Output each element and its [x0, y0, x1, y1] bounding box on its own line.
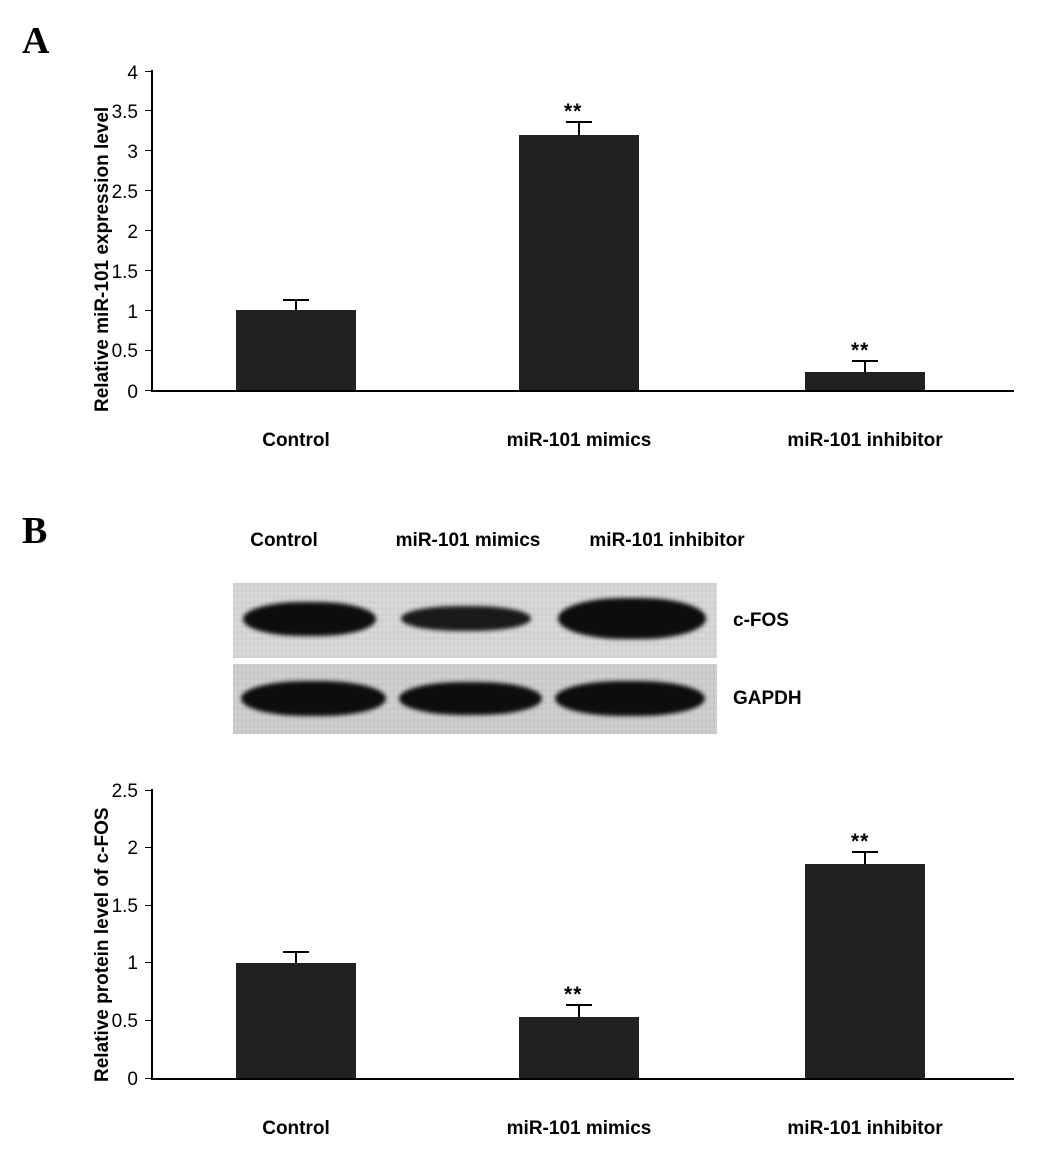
chart-a-ytick-6: 3	[127, 142, 138, 163]
chart-b-ytick-4: 2	[127, 838, 138, 859]
chart-b-significance-inhibitor: **	[851, 830, 870, 853]
chart-b-xlabel-mimics: miR-101 mimics	[506, 1118, 652, 1139]
chart-b-errorcap-control	[283, 951, 309, 953]
chart-b-ytick-1: 0.5	[111, 1011, 138, 1032]
panel-a-letter: A	[22, 20, 50, 62]
chart-a-ytick-8: 4	[127, 63, 138, 84]
chart-b-ytick-2: 1	[127, 953, 138, 974]
chart-b-ytick-0: 0	[127, 1069, 138, 1090]
chart-a-ytick-2: 1	[127, 302, 138, 323]
chart-b-significance-mimics: **	[564, 983, 583, 1006]
chart-a-significance-mimics: **	[564, 100, 583, 123]
blot-header-control: Control	[250, 530, 318, 551]
blot-label-gapdh: GAPDH	[733, 688, 802, 709]
chart-a-ytick-1: 0.5	[111, 341, 138, 362]
chart-b-bar-control	[236, 963, 356, 1078]
chart-a-significance-inhibitor: **	[851, 339, 870, 362]
chart-b-xlabel-control: Control	[262, 1118, 330, 1139]
chart-b-bar-mimics	[519, 1017, 639, 1078]
panel-b-letter: B	[22, 510, 48, 552]
chart-a-xlabel-mimics: miR-101 mimics	[506, 430, 652, 451]
blot-header-mimics: miR-101 mimics	[395, 530, 541, 551]
chart-a-ytick-5: 2.5	[111, 182, 138, 203]
blot-label-cfos: c-FOS	[733, 610, 789, 631]
chart-a-xlabel-control: Control	[262, 430, 330, 451]
chart-a-ytick-7: 3.5	[111, 102, 138, 123]
chart-b-y-axis-title: Relative protein level of c-FOS	[92, 807, 113, 1082]
chart-b-ytick-5: 2.5	[111, 781, 138, 802]
chart-a-y-axis-title: Relative miR-101 expression level	[92, 106, 113, 412]
chart-b-y-axis	[151, 789, 153, 1079]
chart-b-x-axis	[151, 1078, 1014, 1080]
chart-a-ytick-4: 2	[127, 222, 138, 243]
chart-b-bar-inhibitor	[805, 864, 925, 1078]
chart-b-ytick-3: 1.5	[111, 896, 138, 917]
chart-a-ytick-0: 0	[127, 382, 138, 403]
chart-a-xlabel-inhibitor: miR-101 inhibitor	[787, 430, 943, 451]
chart-b-xlabel-inhibitor: miR-101 inhibitor	[787, 1118, 943, 1139]
chart-a-ytick-3: 1.5	[111, 262, 138, 283]
blot-header-inhibitor: miR-101 inhibitor	[589, 530, 745, 551]
